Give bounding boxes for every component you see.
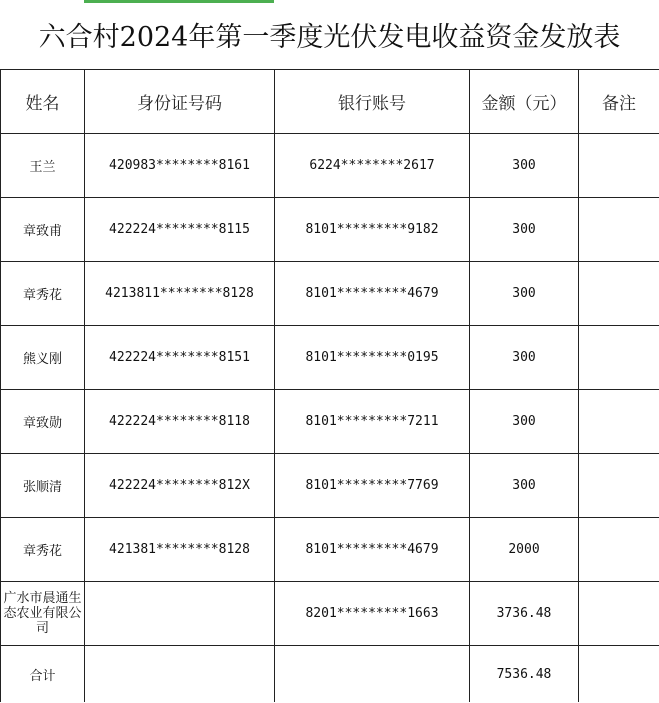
table-row <box>1 198 659 262</box>
header-name[interactable]: 姓名 <box>1 70 85 134</box>
cell-bank-account[interactable]: 8101*********7769 <box>275 454 470 518</box>
table-row <box>1 262 659 326</box>
table-row <box>1 390 659 454</box>
total-empty-cell[interactable] <box>275 646 470 703</box>
cell-name[interactable]: 广水市晨通生态农业有限公司 <box>1 582 85 646</box>
cell-id-number[interactable]: 422224********812X <box>85 454 275 518</box>
cell-amount[interactable]: 300 <box>470 390 579 454</box>
cell-name[interactable]: 王兰 <box>1 134 85 198</box>
table-row <box>1 454 659 518</box>
cell-name[interactable]: 章秀花 <box>1 262 85 326</box>
cell-id-number[interactable] <box>85 582 275 646</box>
cell-amount[interactable]: 2000 <box>470 518 579 582</box>
cell-id-number[interactable]: 422224********8115 <box>85 198 275 262</box>
cell-remarks[interactable] <box>579 198 659 262</box>
cell-name[interactable]: 熊义刚 <box>1 326 85 390</box>
cell-id-number[interactable]: 421381********8128 <box>85 518 275 582</box>
cell-id-number[interactable]: 4213811********8128 <box>85 262 275 326</box>
cell-bank-account[interactable]: 8101*********7211 <box>275 390 470 454</box>
cell-remarks[interactable] <box>579 134 659 198</box>
cell-amount[interactable]: 300 <box>470 134 579 198</box>
header-row <box>1 70 659 134</box>
sheet-title: 六合村2024年第一季度光伏发电收益资金发放表 <box>38 22 621 53</box>
total-amount[interactable]: 7536.48 <box>470 646 579 703</box>
cell-amount[interactable]: 300 <box>470 454 579 518</box>
table-row <box>1 326 659 390</box>
cell-amount[interactable]: 300 <box>470 198 579 262</box>
cell-id-number[interactable]: 422224********8151 <box>85 326 275 390</box>
cell-amount[interactable]: 300 <box>470 326 579 390</box>
cell-remarks[interactable] <box>579 582 659 646</box>
total-empty-cell[interactable] <box>85 646 275 703</box>
total-empty-cell[interactable] <box>579 646 659 703</box>
cell-remarks[interactable] <box>579 518 659 582</box>
header-amount[interactable]: 金额（元） <box>470 70 579 134</box>
cell-name[interactable]: 章致甫 <box>1 198 85 262</box>
cell-name[interactable]: 章秀花 <box>1 518 85 582</box>
table-row <box>1 134 659 198</box>
cell-bank-account[interactable]: 6224********2617 <box>275 134 470 198</box>
cell-remarks[interactable] <box>579 262 659 326</box>
header-remarks[interactable]: 备注 <box>579 70 659 134</box>
cell-name[interactable]: 章致勋 <box>1 390 85 454</box>
payment-table <box>0 69 659 702</box>
cell-bank-account[interactable]: 8101*********9182 <box>275 198 470 262</box>
total-row <box>1 646 659 703</box>
cell-bank-account[interactable]: 8101*********0195 <box>275 326 470 390</box>
header-id-number[interactable]: 身份证号码 <box>85 70 275 134</box>
cell-bank-account[interactable]: 8201*********1663 <box>275 582 470 646</box>
total-label[interactable]: 合计 <box>1 646 85 703</box>
header-bank-account[interactable]: 银行账号 <box>275 70 470 134</box>
cell-amount[interactable]: 3736.48 <box>470 582 579 646</box>
table-row <box>1 518 659 582</box>
table-row <box>1 582 659 646</box>
cell-bank-account[interactable]: 8101*********4679 <box>275 262 470 326</box>
cell-remarks[interactable] <box>579 454 659 518</box>
cell-bank-account[interactable]: 8101*********4679 <box>275 518 470 582</box>
cell-remarks[interactable] <box>579 326 659 390</box>
cell-name[interactable]: 张顺清 <box>1 454 85 518</box>
cell-remarks[interactable] <box>579 390 659 454</box>
cell-amount[interactable]: 300 <box>470 262 579 326</box>
cell-id-number[interactable]: 422224********8118 <box>85 390 275 454</box>
cell-id-number[interactable]: 420983********8161 <box>85 134 275 198</box>
